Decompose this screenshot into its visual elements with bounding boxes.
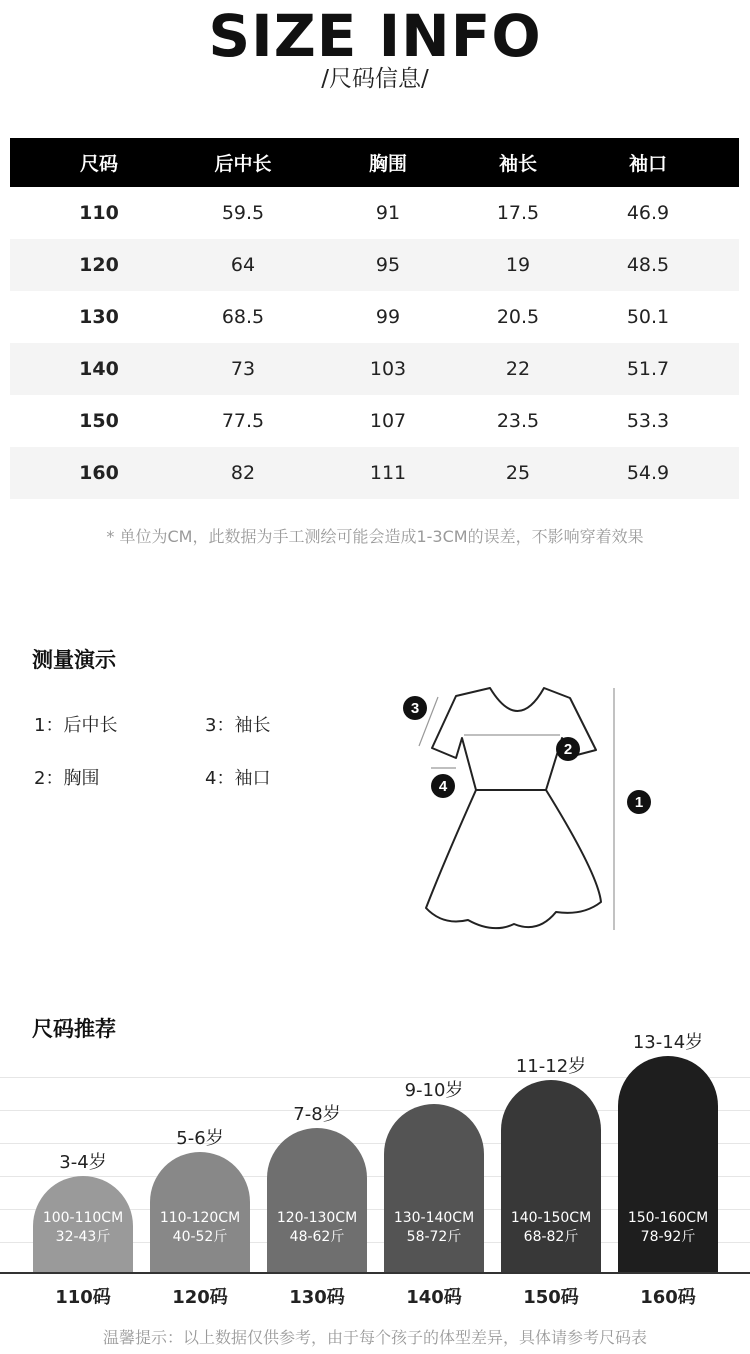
header-cell-cuff: 袖口 [628, 153, 667, 175]
bar-age-label: 7-8岁 [293, 1104, 341, 1125]
bar-height-range: 130-140CM [393, 1210, 475, 1226]
marker-3-label: 3 [410, 700, 420, 717]
header-cell-sleeve-length: 袖长 [498, 153, 537, 175]
table-row [10, 291, 739, 343]
table-cell: 150 [79, 410, 119, 432]
table-cell: 22 [505, 358, 531, 380]
table-cell: 50.1 [626, 306, 670, 328]
table-cell: 82 [230, 462, 256, 484]
bar-weight-range: 58-72斤 [406, 1229, 462, 1245]
size-bar [267, 1128, 367, 1272]
marker-4-label: 4 [438, 778, 448, 795]
dress-diagram [398, 684, 658, 934]
recommend-section-title: 尺码推荐 [32, 1017, 116, 1041]
page-title: SIZE INFO [208, 2, 542, 70]
table-cell: 77.5 [221, 410, 265, 432]
size-table [10, 138, 739, 499]
table-cell: 110 [79, 202, 119, 224]
reference-tip: 温馨提示：以上数据仅供参考，由于每个孩子的体型差异，具体请参考尺码表 [102, 1328, 647, 1347]
bar-size-label: 120码 [172, 1287, 228, 1308]
marker-4 [431, 774, 455, 798]
bar-height-range: 150-160CM [627, 1210, 709, 1226]
bar-size-label: 110码 [55, 1287, 111, 1308]
measure-lines [419, 688, 614, 930]
table-row [10, 447, 739, 499]
legend-back-length: 1：后中长 [34, 715, 118, 736]
bar-height-range: 100-110CM [42, 1210, 124, 1226]
table-cell: 19 [505, 254, 531, 276]
table-cell: 99 [375, 306, 401, 328]
table-cell: 107 [369, 410, 407, 432]
table-cell: 64 [230, 254, 256, 276]
table-cell: 103 [369, 358, 407, 380]
bar-age-label: 13-14岁 [632, 1032, 704, 1053]
table-cell: 59.5 [221, 202, 265, 224]
table-cell: 130 [79, 306, 119, 328]
table-cell: 46.9 [626, 202, 670, 224]
bar-height-range: 140-150CM [510, 1210, 592, 1226]
table-row [10, 187, 739, 239]
table-cell: 23.5 [496, 410, 540, 432]
table-cell: 53.3 [626, 410, 670, 432]
table-cell: 20.5 [496, 306, 540, 328]
header-cell-back-length: 后中长 [214, 153, 272, 175]
bar-age-label: 3-4岁 [59, 1152, 107, 1173]
bar-size-label: 130码 [289, 1287, 345, 1308]
marker-3 [403, 696, 427, 720]
bar-age-label: 11-12岁 [515, 1056, 587, 1077]
size-bar [618, 1056, 718, 1272]
bars-baseline [0, 1272, 750, 1274]
bar-height-range: 120-130CM [276, 1210, 358, 1226]
legend-chest: 2：胸围 [34, 768, 100, 789]
marker-1-label: 1 [634, 794, 644, 811]
bar-age-label: 9-10岁 [404, 1080, 464, 1101]
table-cell: 54.9 [626, 462, 670, 484]
size-bar [33, 1176, 133, 1272]
table-row [10, 395, 739, 447]
bar-age-label: 5-6岁 [176, 1128, 224, 1149]
table-cell: 68.5 [221, 306, 265, 328]
bar-size-label: 150码 [523, 1287, 579, 1308]
table-cell: 111 [369, 462, 407, 484]
table-cell: 140 [79, 358, 119, 380]
size-bar [384, 1104, 484, 1272]
table-cell: 17.5 [496, 202, 540, 224]
legend-sleeve-length: 3：袖长 [205, 715, 271, 736]
bar-height-range: 110-120CM [159, 1210, 241, 1226]
table-header [10, 138, 739, 187]
bar-weight-range: 40-52斤 [172, 1229, 228, 1245]
table-cell: 25 [505, 462, 531, 484]
marker-2 [556, 737, 580, 761]
table-cell: 73 [230, 358, 256, 380]
measurement-note: * 单位为CM，此数据为手工测绘可能会造成1-3CM的误差，不影响穿着效果 [106, 527, 644, 546]
table-row [10, 343, 739, 395]
table-row [10, 239, 739, 291]
bar-weight-range: 68-82斤 [523, 1229, 579, 1245]
table-cell: 160 [79, 462, 119, 484]
page-subtitle: /尺码信息/ [321, 66, 429, 92]
table-cell: 95 [375, 254, 401, 276]
legend-cuff: 4：袖口 [205, 768, 271, 789]
bar-weight-range: 32-43斤 [55, 1229, 111, 1245]
marker-1 [627, 790, 651, 814]
table-cell: 91 [375, 202, 401, 224]
bar-size-label: 140码 [406, 1287, 462, 1308]
bar-size-label: 160码 [640, 1287, 696, 1308]
bar-weight-range: 78-92斤 [640, 1229, 696, 1245]
measure-section-title: 测量演示 [32, 648, 116, 672]
dress-outline [426, 688, 601, 928]
marker-2-label: 2 [563, 741, 573, 758]
table-cell: 48.5 [626, 254, 670, 276]
size-bar [501, 1080, 601, 1272]
header-cell-size: 尺码 [79, 153, 118, 175]
table-cell: 120 [79, 254, 119, 276]
size-bar [150, 1152, 250, 1272]
bar-weight-range: 48-62斤 [289, 1229, 345, 1245]
table-cell: 51.7 [626, 358, 670, 380]
header-cell-chest: 胸围 [368, 153, 407, 175]
